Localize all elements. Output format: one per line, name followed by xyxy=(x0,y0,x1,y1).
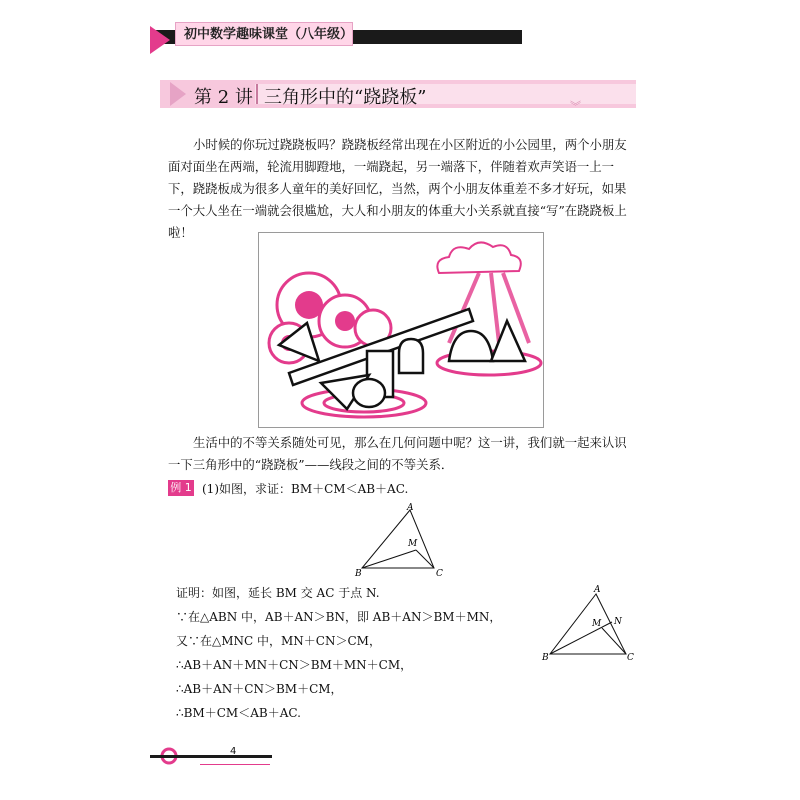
footer-accent-line xyxy=(200,764,270,765)
triangle-figure-2 xyxy=(538,580,642,664)
transition-paragraph: 生活中的不等关系随处可见，那么在几何问题中呢？这一讲，我们就一起来认识一下三角形中的“跷跷板”——线段之间的不等关系． xyxy=(168,435,627,472)
triangle-figure-1 xyxy=(352,500,452,580)
vertex-label-b: B xyxy=(355,569,362,579)
vertex-label-a: A xyxy=(594,585,601,595)
proof-line-2: ∵在△ABN 中，AB＋AN＞BN，即 AB＋AN＞BM＋MN， xyxy=(176,610,502,624)
vertex-label-c: C xyxy=(436,569,443,579)
page-number: 4 xyxy=(230,746,237,757)
lesson-number: 第 2 讲 xyxy=(194,87,253,108)
lesson-title: 三角形中的“跷跷板” xyxy=(264,87,427,108)
example-statement: (1)如图，求证：BM＋CM＜AB＋AC. xyxy=(202,482,409,496)
cloud-icon xyxy=(437,242,520,273)
vertex-label-c: C xyxy=(627,653,634,663)
title-divider xyxy=(256,84,258,104)
chevron-down-icon: ︾ xyxy=(570,100,581,113)
example-badge: 例 1 xyxy=(168,480,194,496)
proof-line-3: 又∵在△MNC 中，MN＋CN＞CM， xyxy=(176,634,381,648)
seesaw-illustration xyxy=(258,232,544,428)
header-triangle-icon xyxy=(150,26,170,54)
arrow-icon xyxy=(170,82,186,106)
proof-line-5: ∴AB＋AN＋CN＞BM＋CM， xyxy=(176,682,343,696)
proof-line-6: ∴BM＋CM＜AB＋AC. xyxy=(176,706,301,720)
vertex-label-b: B xyxy=(542,653,549,663)
seesaw-drawing xyxy=(259,233,543,427)
proof-line-1: 证明：如图，延长 BM 交 AC 于点 N. xyxy=(176,586,380,600)
footer-bar xyxy=(150,755,272,758)
proof-line-4: ∴AB＋AN＋MN＋CN＞BM＋MN＋CM， xyxy=(176,658,413,672)
book-title: 初中数学趣味课堂（八年级） xyxy=(184,27,354,42)
vertex-label-m: M xyxy=(592,619,602,629)
vertex-label-n: N xyxy=(614,617,622,627)
intro-paragraph: 小时候的你玩过跷跷板吗？跷跷板经常出现在小区附近的小公园里，两个小朋友面对面坐在两端，轮流用脚蹬地，一端跷起，另一端落下，伴随着欢声笑语一上一下，跷跷板成为很多人童年的美好回忆，当然，两个小朋友体重差不多才好玩，如果一个大人坐在一端就会很尴尬，大人和小朋友的体重大小关系就直接“写”在跷跷板上啦！ xyxy=(168,137,627,240)
vertex-label-m: M xyxy=(408,539,418,549)
vertex-label-a: A xyxy=(407,503,414,513)
